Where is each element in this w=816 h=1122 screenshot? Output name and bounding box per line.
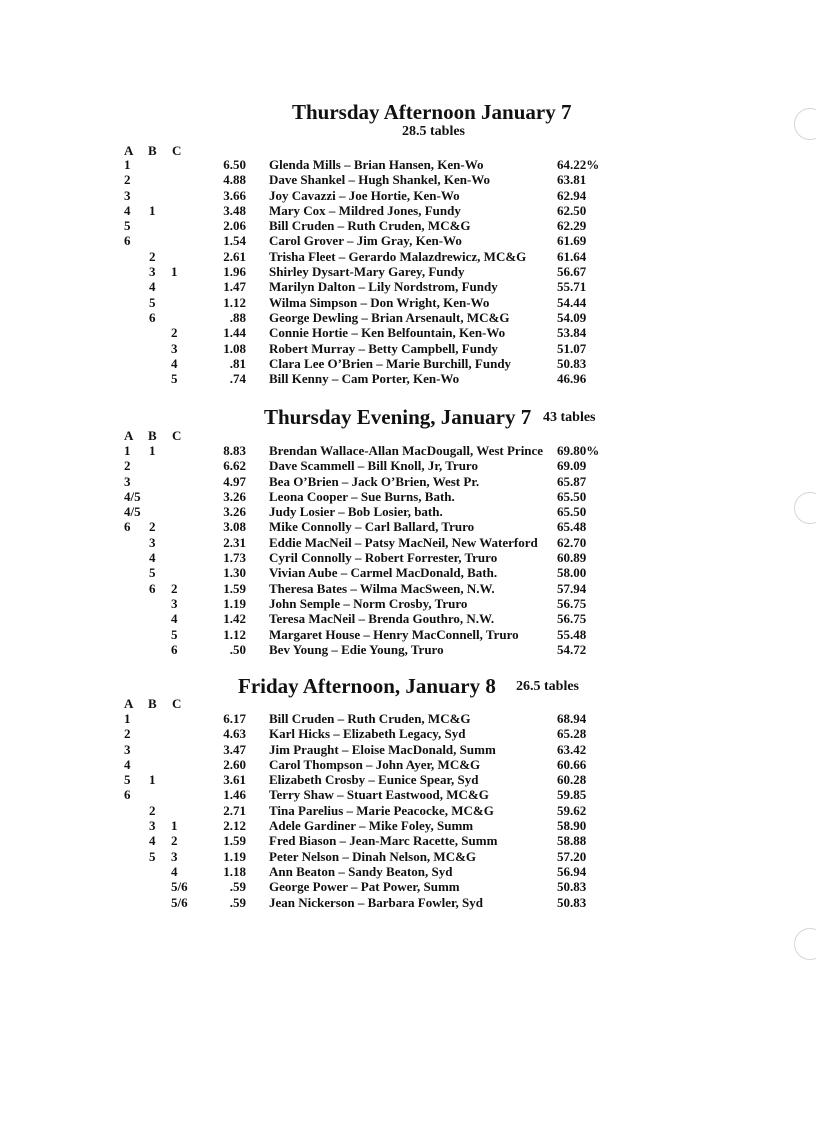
result-row xyxy=(0,879,816,894)
percentage: 62.50 xyxy=(557,202,587,218)
abc-header xyxy=(124,696,196,712)
percentage: 59.62 xyxy=(557,802,587,818)
percentage: 65.50 xyxy=(557,488,587,504)
pair-names: Leona Cooper – Sue Burns, Bath. xyxy=(269,488,455,504)
percentage: 46.96 xyxy=(557,371,587,387)
result-row xyxy=(0,849,816,864)
place-a: 6 xyxy=(124,519,131,535)
result-row xyxy=(0,581,816,596)
percentage: 61.64 xyxy=(557,248,587,264)
percentage: 65.50 xyxy=(557,504,587,520)
pair-names: Dave Shankel – Hugh Shankel, Ken-Wo xyxy=(269,172,491,188)
place-c: 2 xyxy=(171,580,178,596)
masterpoints: 2.61 xyxy=(223,248,246,264)
header-a: A xyxy=(124,696,134,711)
masterpoints: 1.08 xyxy=(223,340,246,356)
pair-names: Shirley Dysart-Mary Garey, Fundy xyxy=(269,264,465,280)
pair-names: Mary Cox – Mildred Jones, Fundy xyxy=(269,202,461,218)
header-b: B xyxy=(148,143,157,158)
pair-names: Bill Cruden – Ruth Cruden, MC&G xyxy=(269,711,471,726)
place-c: 5 xyxy=(171,626,178,642)
masterpoints: 3.61 xyxy=(223,772,246,788)
percentage: 53.84 xyxy=(557,325,587,341)
place-b: 4 xyxy=(149,550,156,566)
pair-names: Trisha Fleet – Gerardo Malazdrewicz, MC&G xyxy=(269,248,527,264)
results-list xyxy=(0,157,816,386)
masterpoints: .74 xyxy=(229,371,246,387)
percentage: 69.09 xyxy=(557,458,587,474)
masterpoints: .59 xyxy=(229,894,246,910)
result-row xyxy=(0,757,816,772)
masterpoints: 2.31 xyxy=(223,534,246,550)
pair-names: Tina Parelius – Marie Peacocke, MC&G xyxy=(269,802,494,818)
result-row xyxy=(0,310,816,325)
pair-names: Carol Grover – Jim Gray, Ken-Wo xyxy=(269,233,462,249)
pair-names: George Dewling – Brian Arsenault, MC&G xyxy=(269,309,510,325)
pair-names: Cyril Connolly – Robert Forrester, Truro xyxy=(269,550,498,566)
place-a: 5 xyxy=(124,772,131,788)
result-row xyxy=(0,535,816,550)
result-row xyxy=(0,742,816,757)
percentage: 56.75 xyxy=(557,611,587,627)
percentage: 50.83 xyxy=(557,355,587,371)
place-b: 4 xyxy=(149,279,156,295)
masterpoints: 3.48 xyxy=(223,202,246,218)
result-row xyxy=(0,474,816,489)
result-row xyxy=(0,627,816,642)
percentage: 57.94 xyxy=(557,580,587,596)
result-row xyxy=(0,818,816,833)
pair-names: Terry Shaw – Stuart Eastwood, MC&G xyxy=(269,787,489,803)
section-title: Friday Afternoon, January 8 xyxy=(238,674,496,698)
header-c: C xyxy=(172,428,182,443)
pair-names: Vivian Aube – Carmel MacDonald, Bath. xyxy=(269,565,498,581)
masterpoints: 4.88 xyxy=(223,172,246,188)
percentage: 65.28 xyxy=(557,726,587,742)
pair-names: George Power – Pat Power, Summ xyxy=(269,879,460,895)
punch-hole xyxy=(794,108,816,140)
pair-names: Bill Kenny – Cam Porter, Ken-Wo xyxy=(269,371,460,387)
percentage: 60.66 xyxy=(557,756,587,772)
pair-names: Eddie MacNeil – Patsy MacNeil, New Waterford xyxy=(269,534,538,550)
pair-names: Joy Cavazzi – Joe Hortie, Ken-Wo xyxy=(269,187,460,203)
percentage: 57.20 xyxy=(557,848,587,864)
result-row xyxy=(0,443,816,458)
pair-names: Robert Murray – Betty Campbell, Fundy xyxy=(269,340,498,356)
masterpoints: .59 xyxy=(229,879,246,895)
result-row xyxy=(0,218,816,233)
place-a: 3 xyxy=(124,187,131,203)
result-row xyxy=(0,341,816,356)
pair-names: Margaret House – Henry MacConnell, Truro xyxy=(269,626,519,642)
result-row xyxy=(0,565,816,580)
place-c: 1 xyxy=(171,264,178,280)
place-b: 6 xyxy=(149,309,156,325)
place-c: 5 xyxy=(171,371,178,387)
place-b: 2 xyxy=(149,519,156,535)
place-a: 1 xyxy=(124,157,131,172)
place-b: 2 xyxy=(149,802,156,818)
result-row xyxy=(0,233,816,248)
pair-names: Teresa MacNeil – Brenda Gouthro, N.W. xyxy=(269,611,495,627)
place-c: 6 xyxy=(171,641,178,657)
percentage: 60.89 xyxy=(557,550,587,566)
masterpoints: 1.42 xyxy=(223,611,246,627)
masterpoints: 3.26 xyxy=(223,488,246,504)
pair-names: Judy Losier – Bob Losier, bath. xyxy=(269,504,443,520)
results-list xyxy=(0,443,816,657)
pair-names: Carol Thompson – John Ayer, MC&G xyxy=(269,756,481,772)
result-row xyxy=(0,325,816,340)
place-c: 5/6 xyxy=(171,879,188,895)
pair-names: Adele Gardiner – Mike Foley, Summ xyxy=(269,818,474,834)
pair-names: John Semple – Norm Crosby, Truro xyxy=(269,595,468,611)
percentage: 55.71 xyxy=(557,279,587,295)
masterpoints: 6.62 xyxy=(223,458,246,474)
result-row xyxy=(0,157,816,172)
percentage: 61.69 xyxy=(557,233,587,249)
percentage: 50.83 xyxy=(557,879,587,895)
result-row xyxy=(0,489,816,504)
pair-names: Fred Biason – Jean-Marc Racette, Summ xyxy=(269,833,498,849)
place-c: 5/6 xyxy=(171,894,188,910)
masterpoints: 2.06 xyxy=(223,218,246,234)
place-c: 4 xyxy=(171,355,178,371)
percentage: 58.88 xyxy=(557,833,587,849)
place-a: 1 xyxy=(124,711,131,726)
result-row xyxy=(0,787,816,802)
result-row xyxy=(0,895,816,910)
pair-names: Bea O’Brien – Jack O’Brien, West Pr. xyxy=(269,473,480,489)
percentage: 64.22% xyxy=(557,157,600,172)
masterpoints: 3.47 xyxy=(223,741,246,757)
result-row xyxy=(0,772,816,787)
masterpoints: 3.66 xyxy=(223,187,246,203)
place-b: 3 xyxy=(149,534,156,550)
percentage: 56.94 xyxy=(557,863,587,879)
masterpoints: 1.44 xyxy=(223,325,246,341)
masterpoints: .50 xyxy=(229,641,246,657)
table-count: 28.5 tables xyxy=(402,124,465,139)
result-row xyxy=(0,458,816,473)
percentage: 65.48 xyxy=(557,519,587,535)
percentage: 56.75 xyxy=(557,595,587,611)
masterpoints: 4.97 xyxy=(223,473,246,489)
pair-names: Theresa Bates – Wilma MacSween, N.W. xyxy=(269,580,495,596)
result-row xyxy=(0,188,816,203)
masterpoints: 2.71 xyxy=(223,802,246,818)
pair-names: Brendan Wallace-Allan MacDougall, West Prince xyxy=(269,443,544,458)
percentage: 56.67 xyxy=(557,264,587,280)
masterpoints: .88 xyxy=(229,309,246,325)
result-row xyxy=(0,642,816,657)
percentage: 60.28 xyxy=(557,772,587,788)
table-count: 26.5 tables xyxy=(516,679,579,694)
masterpoints: 1.18 xyxy=(223,863,246,879)
result-row xyxy=(0,371,816,386)
result-row xyxy=(0,726,816,741)
place-b: 5 xyxy=(149,565,156,581)
percentage: 58.00 xyxy=(557,565,587,581)
masterpoints: 2.60 xyxy=(223,756,246,772)
result-row xyxy=(0,833,816,848)
header-c: C xyxy=(172,696,182,711)
percentage: 54.44 xyxy=(557,294,587,310)
place-a: 4 xyxy=(124,202,131,218)
place-b: 1 xyxy=(149,443,156,458)
masterpoints: 2.12 xyxy=(223,818,246,834)
section-title: Thursday Afternoon January 7 xyxy=(292,100,572,124)
pair-names: Mike Connolly – Carl Ballard, Truro xyxy=(269,519,475,535)
place-b: 3 xyxy=(149,264,156,280)
masterpoints: 1.47 xyxy=(223,279,246,295)
place-b: 1 xyxy=(149,202,156,218)
masterpoints: 1.12 xyxy=(223,626,246,642)
masterpoints: 6.17 xyxy=(223,711,246,726)
place-a: 3 xyxy=(124,741,131,757)
header-b: B xyxy=(148,696,157,711)
masterpoints: .81 xyxy=(229,355,246,371)
place-c: 3 xyxy=(171,848,178,864)
percentage: 59.85 xyxy=(557,787,587,803)
masterpoints: 1.12 xyxy=(223,294,246,310)
place-b: 4 xyxy=(149,833,156,849)
place-a: 2 xyxy=(124,172,131,188)
pair-names: Jean Nickerson – Barbara Fowler, Syd xyxy=(269,894,484,910)
header-a: A xyxy=(124,428,134,443)
section-title: Thursday Evening, January 7 xyxy=(264,405,532,429)
result-row xyxy=(0,519,816,534)
pair-names: Peter Nelson – Dinah Nelson, MC&G xyxy=(269,848,477,864)
percentage: 65.87 xyxy=(557,473,587,489)
pair-names: Jim Praught – Eloise MacDonald, Summ xyxy=(269,741,496,757)
percentage: 51.07 xyxy=(557,340,587,356)
place-a: 6 xyxy=(124,233,131,249)
masterpoints: 1.59 xyxy=(223,833,246,849)
result-row xyxy=(0,711,816,726)
masterpoints: 4.63 xyxy=(223,726,246,742)
result-row xyxy=(0,550,816,565)
place-b: 5 xyxy=(149,848,156,864)
header-a: A xyxy=(124,143,134,158)
pair-names: Karl Hicks – Elizabeth Legacy, Syd xyxy=(269,726,466,742)
table-count: 43 tables xyxy=(543,410,596,425)
place-a: 4/5 xyxy=(124,504,141,520)
place-b: 2 xyxy=(149,248,156,264)
percentage: 54.09 xyxy=(557,309,587,325)
percentage: 58.90 xyxy=(557,818,587,834)
percentage: 63.42 xyxy=(557,741,587,757)
place-a: 4 xyxy=(124,756,131,772)
pair-names: Connie Hortie – Ken Belfountain, Ken-Wo xyxy=(269,325,506,341)
place-c: 3 xyxy=(171,595,178,611)
pair-names: Ann Beaton – Sandy Beaton, Syd xyxy=(269,863,453,879)
percentage: 62.94 xyxy=(557,187,587,203)
place-b: 5 xyxy=(149,294,156,310)
masterpoints: 1.19 xyxy=(223,848,246,864)
percentage: 50.83 xyxy=(557,894,587,910)
masterpoints: 1.30 xyxy=(223,565,246,581)
result-row xyxy=(0,279,816,294)
place-a: 2 xyxy=(124,726,131,742)
masterpoints: 1.19 xyxy=(223,595,246,611)
place-b: 3 xyxy=(149,818,156,834)
result-row xyxy=(0,864,816,879)
place-c: 4 xyxy=(171,863,178,879)
place-a: 3 xyxy=(124,473,131,489)
pair-names: Bill Cruden – Ruth Cruden, MC&G xyxy=(269,218,471,234)
header-c: C xyxy=(172,143,182,158)
pair-names: Elizabeth Crosby – Eunice Spear, Syd xyxy=(269,772,479,788)
masterpoints: 3.08 xyxy=(223,519,246,535)
percentage: 54.72 xyxy=(557,641,587,657)
masterpoints: 8.83 xyxy=(223,443,246,458)
percentage: 62.70 xyxy=(557,534,587,550)
place-c: 3 xyxy=(171,340,178,356)
place-c: 2 xyxy=(171,833,178,849)
place-c: 1 xyxy=(171,818,178,834)
place-c: 4 xyxy=(171,611,178,627)
percentage: 69.80% xyxy=(557,443,600,458)
masterpoints: 1.54 xyxy=(223,233,246,249)
pair-names: Bev Young – Edie Young, Truro xyxy=(269,641,444,657)
percentage: 62.29 xyxy=(557,218,587,234)
place-c: 2 xyxy=(171,325,178,341)
pair-names: Wilma Simpson – Don Wright, Ken-Wo xyxy=(269,294,490,310)
result-row xyxy=(0,596,816,611)
place-a: 2 xyxy=(124,458,131,474)
masterpoints: 3.26 xyxy=(223,504,246,520)
result-row xyxy=(0,203,816,218)
abc-header xyxy=(124,428,196,444)
result-row xyxy=(0,611,816,626)
place-a: 5 xyxy=(124,218,131,234)
result-row xyxy=(0,356,816,371)
masterpoints: 1.46 xyxy=(223,787,246,803)
place-a: 4/5 xyxy=(124,488,141,504)
result-row xyxy=(0,172,816,187)
masterpoints: 1.96 xyxy=(223,264,246,280)
pair-names: Clara Lee O’Brien – Marie Burchill, Fundy xyxy=(269,355,512,371)
results-list xyxy=(0,711,816,910)
result-row xyxy=(0,264,816,279)
header-b: B xyxy=(148,428,157,443)
pair-names: Dave Scammell – Bill Knoll, Jr, Truro xyxy=(269,458,478,474)
masterpoints: 1.73 xyxy=(223,550,246,566)
result-row xyxy=(0,803,816,818)
percentage: 68.94 xyxy=(557,711,587,726)
masterpoints: 6.50 xyxy=(223,157,246,172)
result-row xyxy=(0,504,816,519)
percentage: 55.48 xyxy=(557,626,587,642)
place-b: 6 xyxy=(149,580,156,596)
place-b: 1 xyxy=(149,772,156,788)
pair-names: Marilyn Dalton – Lily Nordstrom, Fundy xyxy=(269,279,498,295)
percentage: 63.81 xyxy=(557,172,587,188)
pair-names: Glenda Mills – Brian Hansen, Ken-Wo xyxy=(269,157,484,172)
place-a: 6 xyxy=(124,787,131,803)
masterpoints: 1.59 xyxy=(223,580,246,596)
result-row xyxy=(0,295,816,310)
place-a: 1 xyxy=(124,443,131,458)
result-row xyxy=(0,249,816,264)
punch-hole xyxy=(794,928,816,960)
